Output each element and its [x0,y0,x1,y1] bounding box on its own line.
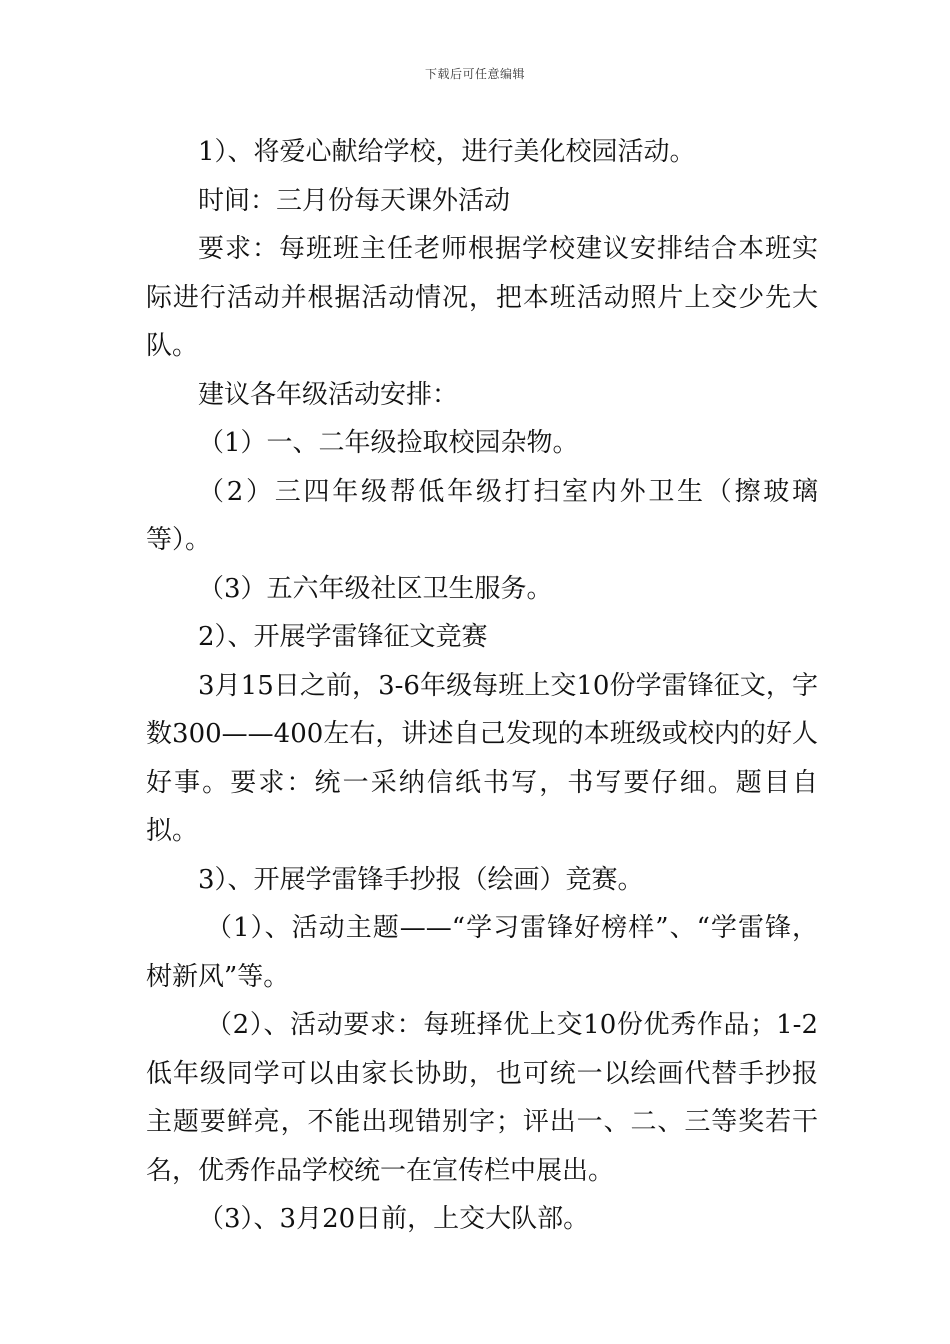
paragraph-grade-arrangement: 建议各年级活动安排： [198,379,459,410]
paragraph-item-1: 1）、将爱心献给学校，进行美化校园活动。 [198,137,696,167]
paragraph-deadline: （3）、3月20日前，上交大队部。 [198,1204,590,1234]
paragraph-requirement: 要求：每班班主任老师根据学校建议安排结合本班实际进行活动并根据活动情况，把本班活动照片上交少先大队。 [146,234,818,361]
paragraph-grade-5-6: （3）五六年级社区卫生服务。 [198,573,553,604]
page-header: 下载后可任意编辑 [424,67,525,81]
paragraph-activity-requirement: （2）、活动要求：每班择优上交10份优秀作品；1-2低年级同学可以由家长协助，也可统一以绘画代替手抄报主题要鲜亮，不能出现错别字；评出一、二、三等奖若干名，优秀作品学校统一在宣传栏中展出。 [146,1010,818,1186]
paragraph-grade-3-4: （2）三四年级帮低年级打扫室内外卫生（擦玻璃等）。 [146,476,818,555]
paragraph-item-3: 3）、开展学雷锋手抄报（绘画）竞赛。 [198,864,644,895]
paragraph-time: 时间：三月份每天课外活动 [198,185,511,216]
paragraph-essay-details: 3月15日之前，3-6年级每班上交10份学雷锋征文，字数300——400左右，讲述自己发现的本班级或校内的好人好事。要求：统一采纳信纸书写，书写要仔细。题目自拟。 [146,670,818,846]
document-body [146,128,818,1244]
paragraph-theme: （1）、活动主题——“学习雷锋好榜样”、“学雷锋，树新风”等。 [146,913,818,992]
paragraph-item-2: 2）、开展学雷锋征文竞赛 [198,622,488,652]
paragraph-grade-1-2: （1）一、二年级捡取校园杂物。 [198,428,579,458]
